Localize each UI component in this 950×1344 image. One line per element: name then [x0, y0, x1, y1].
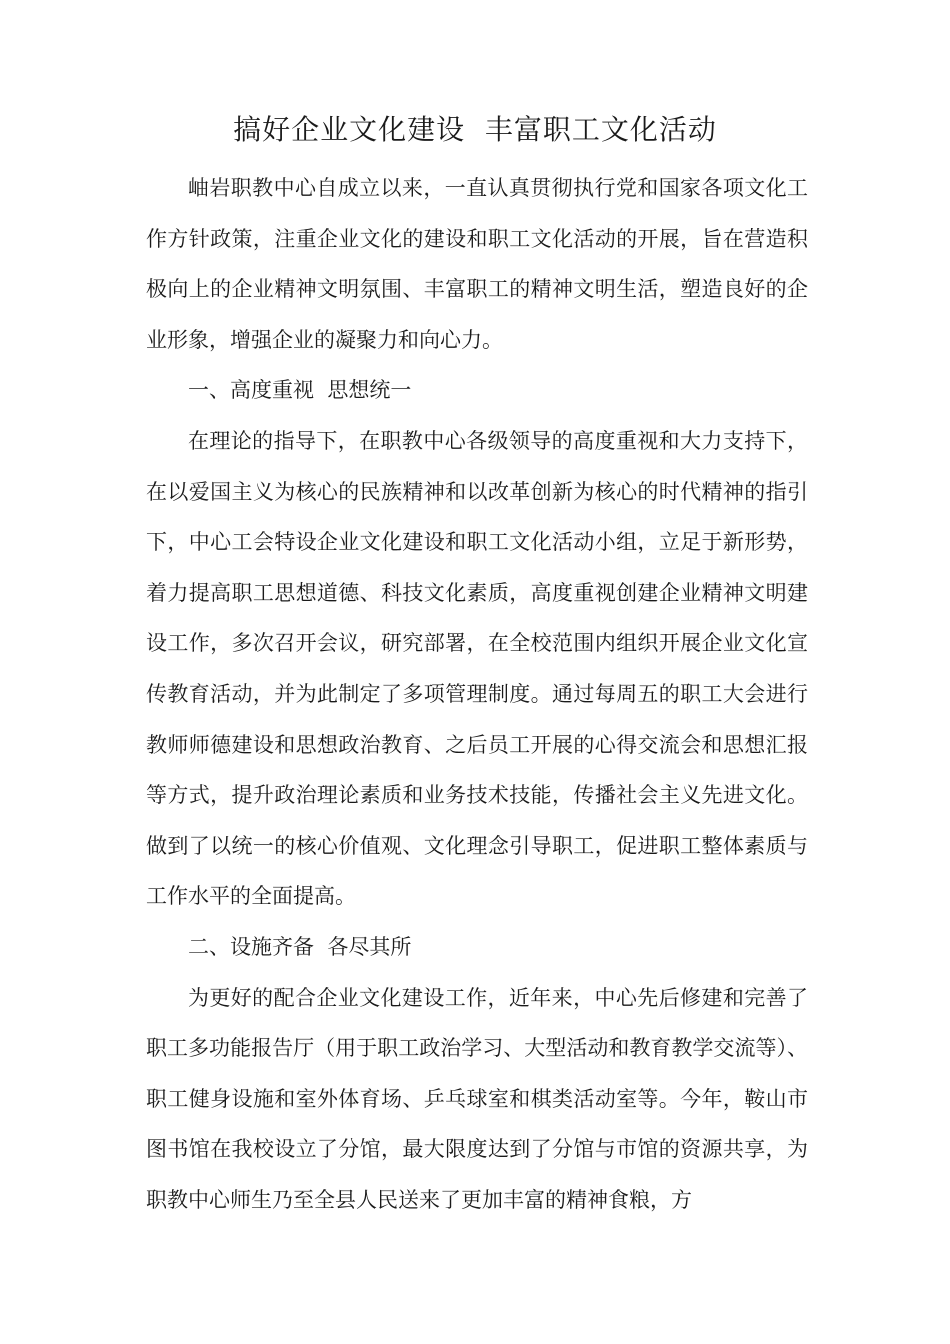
paragraph-section-1: 在理论的指导下，在职教中心各级领导的高度重视和大力支持下，在以爱国主义为核心的民族精神和以改革创新为核心的时代精神的指引下，中心工会特设企业文化建设和职工文化活动小组，立足于新形势，着力提高职工思想道德、科技文化素质，高度重视创建企业精神文明建设工作，多次召开会议，研究部署，在全校范围内组织开展企业文化宣传教育活动，并为此制定了多项管理制度。通过每周五的职工大会进行教师师德建设和思想政治教育、之后员工开展的心得交流会和思想汇报等方式，提升政治理论素质和业务技术技能，传播社会主义先进文化。做到了以统一的核心价值观、文化理念引导职工，促进职工整体素质与工作水平的全面提高。: [146, 428, 808, 909]
paragraph-section-2: 为更好的配合企业文化建设工作，近年来，中心先后修建和完善了职工多功能报告厅（用于职工政治学习、大型活动和教育教学交流等）、职工健身设施和室外体育场、乒乓球室和棋类活动室等。今年，鞍山市图书馆在我校设立了分馆，最大限度达到了分馆与市馆的资源共享，为职教中心师生乃至全县人民送来了更加丰富的精神食粮，方: [146, 985, 808, 1212]
paragraph-intro: 岫岩职教中心自成立以来，一直认真贯彻执行党和国家各项文化工作方针政策，注重企业文化的建设和职工文化活动的开展，旨在营造积极向上的企业精神文明氛围、丰富职工的精神文明生活，塑造良好的企业形象，增强企业的凝聚力和向心力。: [146, 176, 808, 352]
section-heading-1: 一、高度重视 思想统一: [188, 378, 412, 403]
document-title: 搞好企业文化建设 丰富职工文化活动: [233, 113, 717, 146]
document-body: [146, 163, 808, 1225]
section-heading-2: 二、设施齐备 各尽其所: [188, 934, 412, 959]
